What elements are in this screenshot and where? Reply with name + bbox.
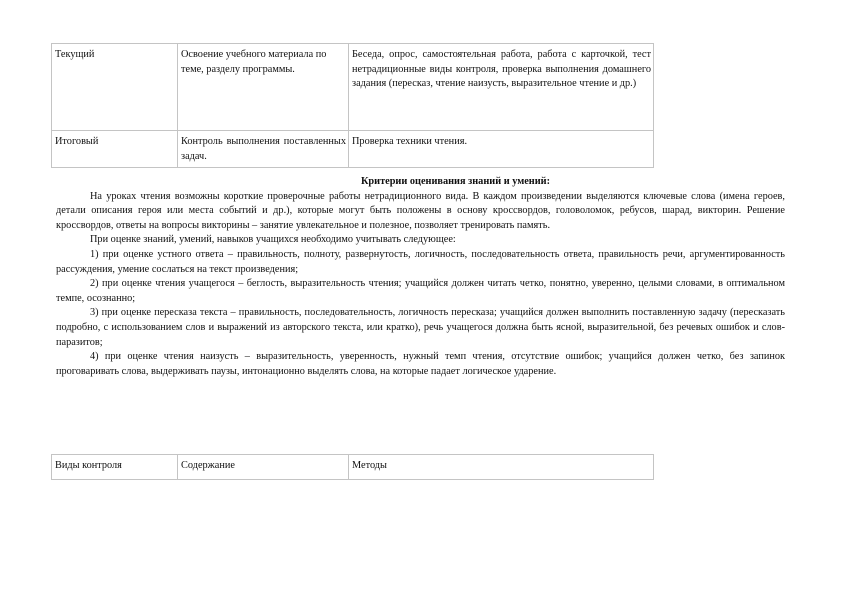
header-content: Содержание [178,455,349,480]
criteria-paragraph: На уроках чтения возможны короткие проверочные работы нетрадиционного вида. В каждом произведении выделяются ключевые слова (имена героев, детали описания героя или места событий и др.), которые могут быть положены в основу кроссвордов, головоломок, ребусов, шарад, викторин. Решение кроссвордов, ответы на вопросы викторины – занятие увлекательное и полезное, позволяет тренировать память. [56,190,785,231]
criteria-title: Критерии оценивания знаний и умений: [360,176,551,187]
table-row [52,44,654,131]
criteria-section [56,175,785,379]
control-methods-cell: Беседа, опрос, самостоятельная работа, работа с карточкой, тест нетрадиционные виды контроля, проверка выполнения домашнего задания (пересказ, чтение наизусть, выразительное чтение и др.) [349,44,654,131]
criteria-paragraph: 3) при оценке пересказа текста – правильность, последовательность, логичность пересказа; учащийся должен выполнить поставленную задачу (пересказать подробно, с использованием слов и выражений из авторского текста, или кратко), речь учащегося должна быть ясной, выразительной, без речевых ошибок и слов-паразитов; [56,307,785,348]
control-type-cell: Итоговый [52,131,178,168]
control-table [51,43,654,168]
criteria-paragraph: При оценке знаний, умений, навыков учащихся необходимо учитывать следующее: [90,234,456,246]
control-methods-cell: Проверка техники чтения. [349,131,654,168]
criteria-paragraph: 2) при оценке чтения учащегося – беглость, выразительность чтения; учащийся должен читать четко, понятно, уверенно, целыми словами, в оптимальном темпе, осознанно; [56,278,785,304]
criteria-paragraph: 4) при оценке чтения наизусть – выразительность, уверенность, нужный темп чтения, отсутствие ошибок; учащийся должен четко, без запинок проговаривать слова, выдерживать паузы, интонационно выделять слова, на которые падает логическое ударение. [56,351,785,377]
control-header-table [51,454,654,480]
criteria-paragraph: 1) при оценке устного ответа – правильность, полноту, развернутость, логичность, последовательность ответа, правильность речи, аргументированность рассуждения, умение сослаться на текст произведения; [56,248,785,275]
control-type-cell: Текущий [52,44,178,131]
table-row [52,131,654,168]
control-content-cell: Контроль выполнения поставленных задач. [178,131,349,168]
header-methods: Методы [349,455,654,480]
header-control-type: Виды контроля [52,455,178,480]
control-content-cell: Освоение учебного материала по теме, разделу программы. [178,44,349,131]
table-header-row [52,455,654,480]
